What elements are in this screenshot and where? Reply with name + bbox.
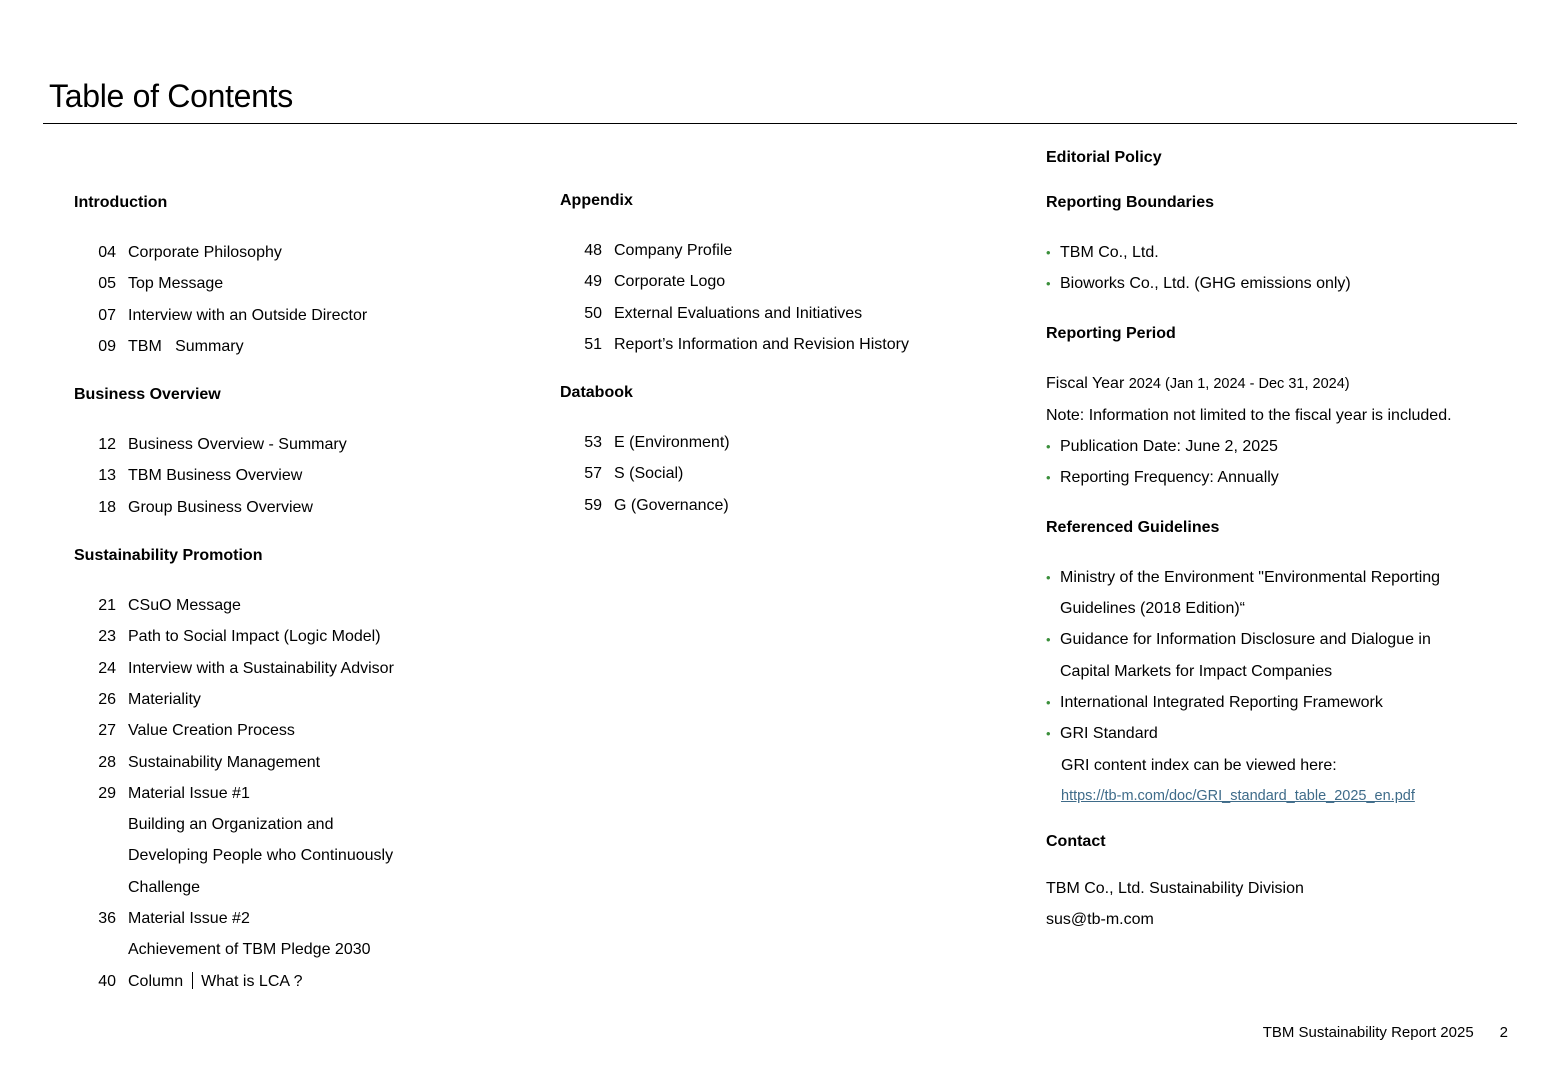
- toc-page-number: 51: [584, 335, 602, 353]
- toc-entry-label: External Evaluations and Initiatives: [614, 304, 863, 322]
- toc-page-number: 04: [98, 244, 116, 261]
- toc-entry-text: [602, 266, 725, 297]
- toc-entry[interactable]: [74, 653, 534, 684]
- toc-entry-label: TBM Summary: [128, 337, 244, 355]
- report-info-column: [1046, 147, 1526, 958]
- toc-entry-label: Interview with an Outside Director: [128, 306, 368, 324]
- toc-page-number: 18: [98, 498, 116, 516]
- toc-entry-label: Building an Organization and: [128, 816, 334, 834]
- toc-list: [560, 427, 1020, 521]
- section-heading-sustainability-promotion: Sustainability Promotion: [74, 547, 263, 565]
- toc-entry-text: [116, 429, 347, 460]
- toc-entry[interactable]: [74, 966, 534, 997]
- toc-page-number: 57: [584, 465, 602, 483]
- bullet-icon: •: [1046, 569, 1051, 585]
- toc-entry-text: [116, 778, 393, 903]
- bullet-icon: •: [1046, 632, 1051, 648]
- toc-page-number: 13: [98, 467, 116, 485]
- reporting-frequency: Reporting Frequency: Annually: [1060, 469, 1279, 487]
- toc-page-number: 36: [98, 910, 116, 928]
- toc-entry-text: [602, 298, 862, 329]
- toc-entry-text: [116, 966, 303, 997]
- toc-entry[interactable]: [74, 621, 534, 652]
- guideline-text: International Integrated Reporting Framework: [1060, 693, 1383, 711]
- page-title: Table of Contents: [49, 78, 293, 114]
- toc-entry-label: Sustainability Management: [128, 753, 321, 771]
- toc-entry-text: [116, 331, 244, 362]
- toc-entry-label: Company Profile: [614, 242, 733, 259]
- guideline-text: Capital Markets for Impact Companies: [1060, 662, 1333, 680]
- toc-entry-text: [116, 903, 371, 966]
- toc-entry-text: [602, 490, 729, 521]
- toc-entry-text: [116, 684, 201, 715]
- contact-email[interactable]: sus@tb-m.com: [1046, 911, 1154, 929]
- toc-entry-label: S (Social): [614, 465, 684, 483]
- toc-entry-label: Column: [128, 972, 184, 990]
- list-item: [1046, 237, 1526, 268]
- toc-entry-text: [602, 427, 730, 458]
- toc-entry-label: Challenge: [128, 878, 201, 896]
- section-heading-appendix: Appendix: [560, 192, 633, 209]
- toc-entry-label: Top Message: [128, 275, 224, 293]
- toc-page-number: 48: [584, 242, 602, 259]
- editorial-policy-heading: Editorial Policy: [1046, 149, 1162, 166]
- bullet-icon: •: [1046, 439, 1051, 455]
- toc-entry-text: [116, 747, 320, 778]
- toc-entry-text: [602, 235, 732, 266]
- toc-page-number: 53: [584, 434, 602, 452]
- gri-note: GRI content index can be viewed here:: [1061, 756, 1337, 774]
- toc-list: [560, 235, 1020, 360]
- toc-entry[interactable]: [74, 460, 534, 491]
- toc-entry[interactable]: [560, 298, 1020, 329]
- toc-entry-label: Material Issue #2: [128, 910, 250, 928]
- toc-page-number: 29: [98, 784, 116, 802]
- toc-column-left: [74, 192, 534, 1019]
- toc-entry[interactable]: [560, 235, 1020, 266]
- toc-entry[interactable]: [74, 300, 534, 331]
- section-heading-business-overview: Business Overview: [74, 386, 221, 404]
- title-divider: [43, 123, 1517, 124]
- bullet-icon: •: [1046, 276, 1051, 292]
- toc-entry-label: Material Issue #1: [128, 784, 250, 802]
- toc-entry-text: [116, 460, 302, 491]
- toc-page-number: 12: [98, 436, 116, 454]
- guideline-text: Guidance for Information Disclosure and Dialogue in: [1060, 631, 1431, 649]
- guideline-text: GRI Standard: [1060, 725, 1158, 743]
- reporting-boundaries-heading: Reporting Boundaries: [1046, 194, 1215, 211]
- toc-entry[interactable]: [560, 490, 1020, 521]
- boundary-text: Bioworks Co., Ltd. (GHG emissions only): [1060, 275, 1351, 293]
- toc-page-number: 28: [98, 753, 116, 771]
- toc-page-number: 59: [584, 496, 602, 514]
- toc-entry[interactable]: [560, 266, 1020, 297]
- toc-entry-text: [116, 653, 394, 684]
- toc-entry-text: [116, 268, 223, 299]
- toc-entry-text: [116, 492, 313, 523]
- toc-entry-text: [602, 329, 909, 360]
- toc-entry-text: [116, 715, 295, 746]
- toc-entry[interactable]: [74, 237, 534, 268]
- footer-report-title: TBM Sustainability Report 2025: [1262, 1024, 1474, 1041]
- period-note: Note: Information not limited to the fiscal year is included.: [1046, 406, 1452, 424]
- toc-entry[interactable]: [74, 684, 534, 715]
- separator-bar: [192, 972, 193, 989]
- fiscal-year-label: Fiscal Year: [1046, 374, 1125, 392]
- toc-page-number: 05: [98, 275, 116, 293]
- toc-entry-label: Corporate Philosophy: [128, 244, 282, 261]
- toc-entry[interactable]: [560, 458, 1020, 489]
- toc-page-number: 26: [98, 690, 116, 708]
- bullet-icon: •: [1046, 726, 1051, 742]
- toc-entry-label: CSuO Message: [128, 597, 241, 615]
- section-heading-introduction: Introduction: [74, 194, 168, 211]
- boundary-text: TBM Co., Ltd.: [1060, 244, 1159, 261]
- toc-entry-label: Interview with a Sustainability Advisor: [128, 659, 394, 677]
- contact-division: TBM Co., Ltd. Sustainability Division: [1046, 879, 1304, 897]
- toc-page-number: 49: [584, 273, 602, 291]
- toc-entry[interactable]: [560, 427, 1020, 458]
- toc-entry-text: [116, 300, 367, 331]
- page-footer: [1263, 1023, 1508, 1043]
- gri-index-link[interactable]: https://tb-m.com/doc/GRI_standard_table_2025_en.pdf: [1061, 787, 1415, 804]
- guideline-text: Ministry of the Environment "Environmental Reporting: [1060, 568, 1441, 586]
- fiscal-year-line: [1046, 368, 1526, 400]
- toc-entry[interactable]: [74, 715, 534, 746]
- toc-entry-label: E (Environment): [614, 434, 730, 452]
- list-item: [1046, 431, 1526, 462]
- toc-entry[interactable]: [74, 429, 534, 460]
- toc-entry-label: Materiality: [128, 690, 201, 708]
- bullet-icon: •: [1046, 245, 1051, 260]
- list-item: [1046, 718, 1526, 749]
- publication-date: Publication Date: June 2, 2025: [1060, 438, 1278, 456]
- guidelines-list: [1046, 562, 1526, 750]
- toc-entry-label: TBM Business Overview: [128, 467, 303, 485]
- toc-entry-label: Developing People who Continuously: [128, 847, 394, 865]
- toc-page-number: 21: [98, 597, 116, 615]
- toc-entry[interactable]: [74, 492, 534, 523]
- toc-entry-label: Business Overview - Summary: [128, 436, 347, 454]
- page-number: 2: [1499, 1024, 1508, 1041]
- toc-entry[interactable]: [74, 778, 534, 903]
- list-item: [1046, 687, 1526, 718]
- toc-column-middle: [560, 190, 1020, 543]
- toc-page-number: 23: [98, 628, 116, 646]
- toc-entry-text: [116, 237, 282, 268]
- toc-page-number: 09: [98, 337, 116, 355]
- toc-page-number: 40: [98, 972, 116, 990]
- toc-list: [74, 237, 534, 362]
- list-item: [1046, 268, 1526, 299]
- guideline-text: Guidelines (2018 Edition)“: [1060, 600, 1245, 618]
- toc-entry-text: [602, 458, 683, 489]
- toc-entry-label: Report’s Information and Revision History: [614, 335, 909, 353]
- toc-list: [74, 590, 534, 997]
- list-item: [1046, 562, 1526, 625]
- bullet-icon: •: [1046, 470, 1051, 486]
- section-heading-databook: Databook: [560, 384, 633, 402]
- contact-heading: Contact: [1046, 832, 1106, 850]
- toc-entry-label: What is LCA ?: [201, 972, 303, 990]
- toc-page-number: 50: [584, 304, 602, 322]
- toc-entry-label: Path to Social Impact (Logic Model): [128, 628, 381, 646]
- toc-entry-label: Value Creation Process: [128, 722, 295, 740]
- fiscal-year-range: 2024 (Jan 1, 2024 - Dec 31, 2024): [1128, 375, 1350, 392]
- toc-entry[interactable]: [74, 903, 534, 966]
- toc-page-number: 24: [98, 659, 116, 677]
- referenced-guidelines-heading: Referenced Guidelines: [1046, 518, 1220, 536]
- period-list: [1046, 431, 1526, 494]
- toc-page-number: 07: [98, 306, 116, 324]
- list-item: [1046, 624, 1526, 687]
- boundaries-list: [1046, 237, 1526, 300]
- reporting-period-heading: Reporting Period: [1046, 324, 1176, 342]
- toc-entry-label: G (Governance): [614, 496, 729, 514]
- toc-list: [74, 429, 534, 523]
- bullet-icon: •: [1046, 694, 1051, 710]
- toc-entry-text: [116, 621, 381, 652]
- list-item: [1046, 462, 1526, 493]
- toc-page-number: 27: [98, 722, 116, 740]
- toc-entry[interactable]: [74, 331, 534, 362]
- toc-entry[interactable]: [560, 329, 1020, 360]
- toc-entry-label: Achievement of TBM Pledge 2030: [128, 941, 371, 959]
- toc-entry-label: Corporate Logo: [614, 273, 726, 291]
- toc-entry-label: Group Business Overview: [128, 498, 313, 516]
- toc-entry[interactable]: [74, 747, 534, 778]
- toc-entry[interactable]: [74, 590, 534, 621]
- toc-entry[interactable]: [74, 268, 534, 299]
- toc-entry-text: [116, 590, 241, 621]
